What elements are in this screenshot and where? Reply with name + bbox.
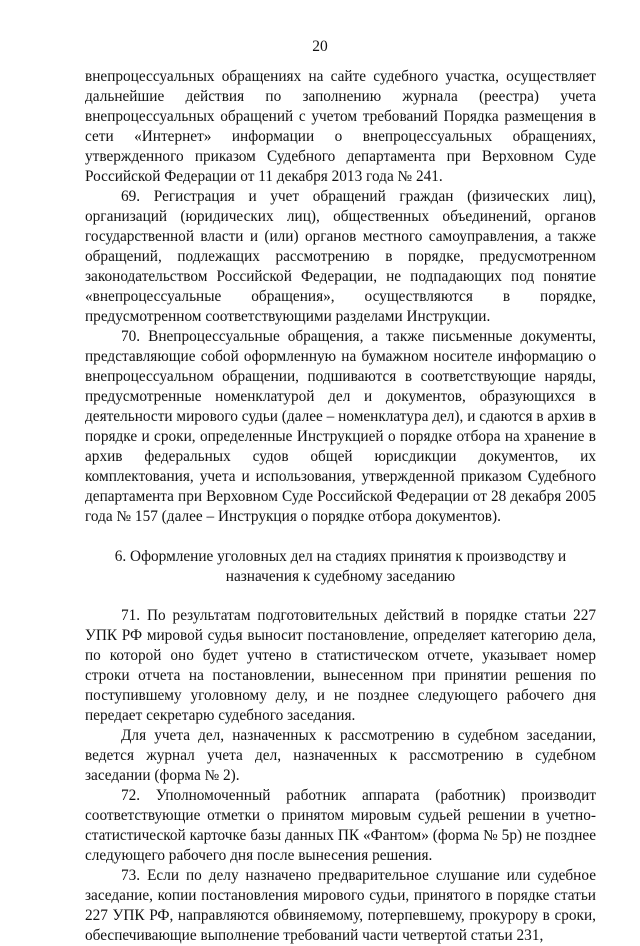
document-body [85, 67, 596, 946]
page-number: 20 [312, 38, 328, 55]
paragraph-73: 73. Если по делу назначено предварительное слушание или судебное заседание, копии постановления мирового судьи, принятого в порядке статьи 227 УПК РФ, направляются обвиняемому, потерпевшему, прокурору в сроки, обеспечивающие выполнение требований части четвертой статьи 231, [85, 867, 596, 944]
paragraph-71: 71. По результатам подготовительных действий в порядке статьи 227 УПК РФ мировой судья выносит постановление, определяет категорию дела, по которой оно будет учтено в статистическом отчете, указывает номер строки отчета на постановлении, вынесенном при принятии решения по поступившему уголовному делу, и не позднее следующего рабочего дня передает секретарю судебного заседания. [85, 607, 596, 724]
paragraph-72: 72. Уполномоченный работник аппарата (работник) производит соответствующие отметки о принятом мировым судьей решении в учетно-статистической карточке базы данных ПК «Фантом» (форма № 5р) не позднее следующего рабочего дня после вынесения решения. [85, 787, 596, 864]
paragraph-69: 69. Регистрация и учет обращений граждан (физических лиц), организаций (юридических лиц), общественных объединений, органов государственной власти и (или) органов местного самоуправления, а также обращений, подлежащих рассмотрению в порядке, предусмотренном законодательством Российской Федерации, не подпадающих под понятие «внепроцессуальные обращения», осуществляются в порядке, предусмотренном соответствующими разделами Инструкции. [85, 188, 596, 325]
paragraph-71-journal: Для учета дел, назначенных к рассмотрению в судебном заседании, ведется журнал учета дел, назначенных к рассмотрению в судебном заседании (форма № 2). [85, 727, 596, 784]
section-heading: 6. Оформление уголовных дел на стадиях принятия к производству и назначения к судебному заседанию [114, 548, 567, 585]
paragraph-continuation: внепроцессуальных обращениях на сайте судебного участка, осуществляет дальнейшие действия по заполнению журнала (реестра) учета внепроцессуальных обращений с учетом требований Порядка размещения в сети «Интернет» информации о внепроцессуальных обращениях, утвержденного приказом Судебного департамента при Верховном Суде Российской Федерации от 11 декабря 2013 года № 241. [85, 68, 596, 185]
paragraph-70: 70. Внепроцессуальные обращения, а также письменные документы, представляющие собой оформленную на бумажном носителе информацию о внепроцессуальном обращении, подшиваются в соответствующие наряды, предусмотренные номенклатурой дел и документов, образующихся в деятельности мирового судьи (далее – номенклатура дел), и сдаются в архив в порядке и сроки, определенные Инструкцией о порядке отбора на хранение в архив федеральных судов общей юрисдикции документов, их комплектования, учета и использования, утвержденной приказом Судебного департамента при Верховном Суде Российской Федерации от 28 декабря 2005 года № 157 (далее – Инструкция о порядке отбора документов). [85, 328, 596, 525]
